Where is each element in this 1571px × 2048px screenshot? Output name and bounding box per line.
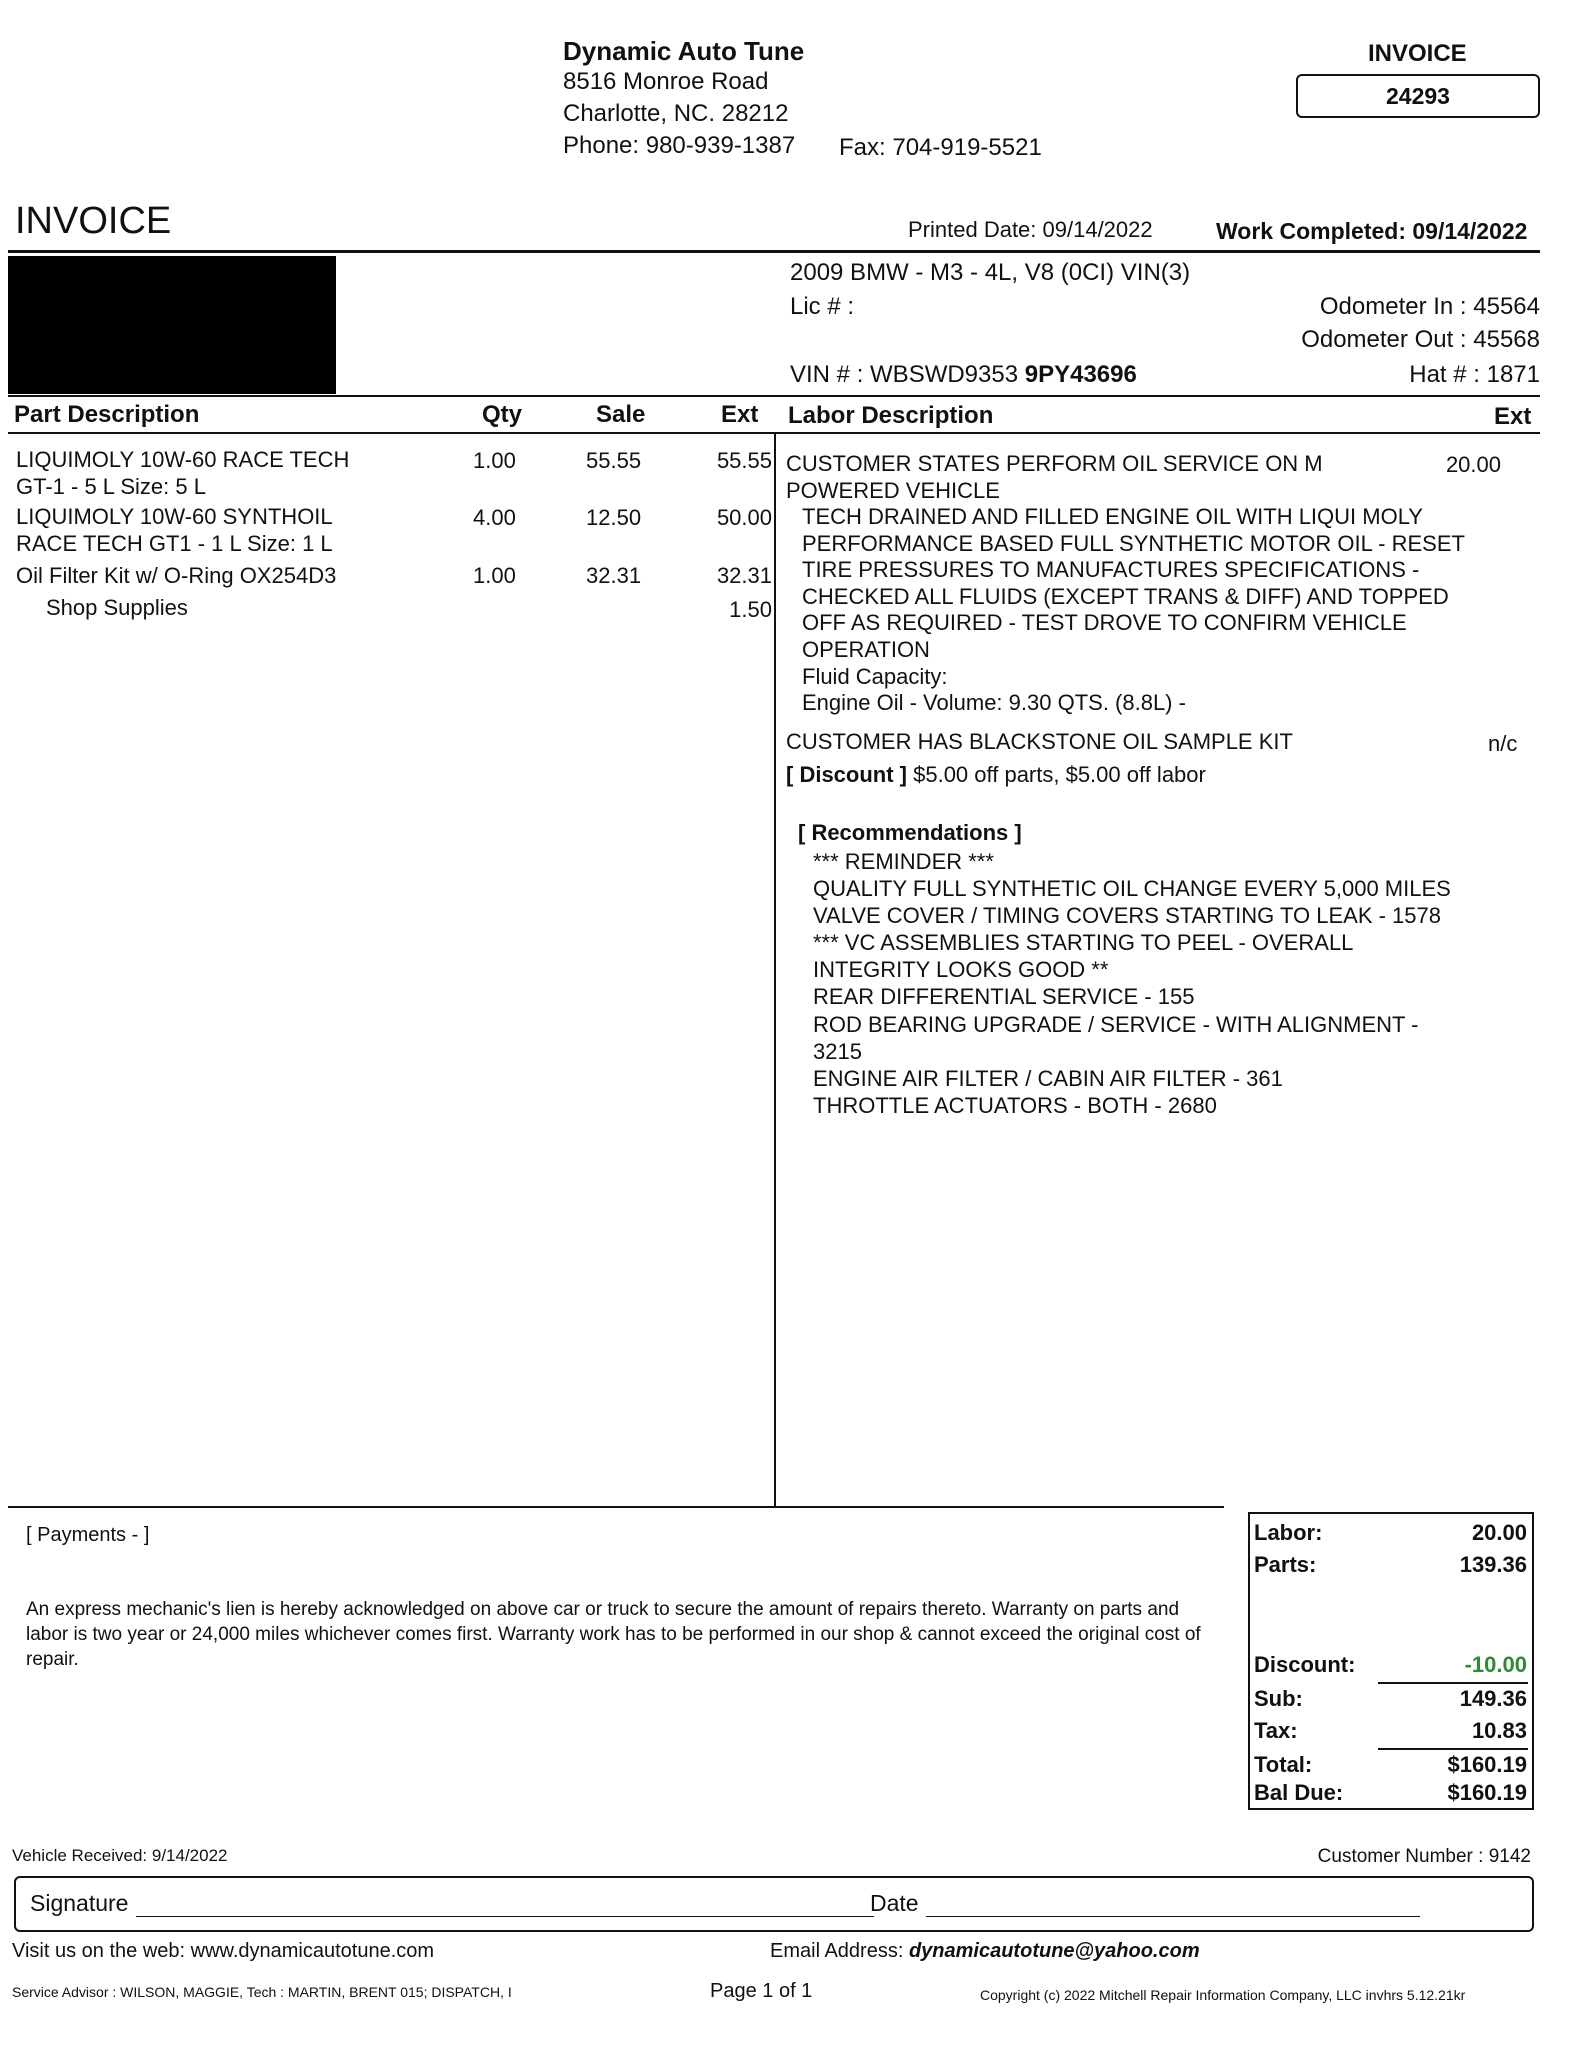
- part-description-header: Part Description: [14, 401, 200, 428]
- odometer-in: Odometer In : 45564: [1319, 293, 1540, 320]
- recommendation-line: ENGINE AIR FILTER / CABIN AIR FILTER - 361: [813, 1065, 1283, 1091]
- discount-label: [ Discount ]: [786, 762, 907, 787]
- date-line[interactable]: [926, 1916, 1420, 1917]
- labor-details: [802, 504, 1465, 717]
- shop-fax: Fax: 704-919-5521: [839, 134, 1042, 161]
- payments-label: [ Payments - ]: [26, 1524, 150, 1546]
- labor-item-2-ext: n/c: [1488, 731, 1518, 756]
- part-ext: 55.55: [716, 448, 772, 473]
- shop-address: 8516 Monroe Road: [563, 68, 769, 95]
- tax-total: 10.83: [1471, 1718, 1527, 1743]
- discount-total: -10.00: [1464, 1652, 1527, 1677]
- labor-detail-line: Fluid Capacity:: [802, 663, 948, 689]
- date-label: Date: [870, 1890, 919, 1916]
- invoice-number-box: [1296, 74, 1540, 118]
- odometer-out: Odometer Out : 45568: [1301, 326, 1540, 353]
- vehicle-received: Vehicle Received: 9/14/2022: [12, 1846, 228, 1865]
- part-ext: 50.00: [716, 505, 772, 530]
- email-address: [770, 1940, 1200, 1963]
- column-divider: [774, 434, 776, 1506]
- parts-total-label: Parts:: [1254, 1552, 1317, 1577]
- labor-item: [786, 450, 1323, 504]
- website: Visit us on the web: www.dynamicautotune.com: [12, 1940, 435, 1962]
- grand-total: $160.19: [1447, 1752, 1527, 1777]
- hat-number: Hat # : 1871: [1409, 361, 1540, 388]
- labor-detail-line: OPERATION: [802, 636, 930, 662]
- table-top-rule: [8, 395, 1540, 397]
- recommendation-line: *** REMINDER ***: [813, 849, 994, 874]
- sub-total-label: Sub:: [1254, 1686, 1303, 1711]
- sub-total: 149.36: [1459, 1686, 1527, 1711]
- vin: [790, 361, 1137, 389]
- recommendation-line: *** VC ASSEMBLIES STARTING TO PEEL - OVERALL: [813, 930, 1354, 956]
- bottom-section-rule: [8, 1506, 1224, 1508]
- email-label: Email Address:: [770, 1940, 909, 1962]
- labor-ext: 20.00: [1445, 452, 1501, 477]
- part-sale: 12.50: [586, 505, 642, 530]
- labor-detail-line: Engine Oil - Volume: 9.30 QTS. (8.8L) -: [802, 690, 1186, 716]
- lien-text: An express mechanic's lien is hereby acknowledged on above car or truck to secure the amount of repairs thereto. Warranty on parts and labor is two year or 24,000 miles whichever comes first. Warranty work has to be performed in our shop & cannot exceed the original cost of repair.: [26, 1599, 1201, 1670]
- labor-item-2: CUSTOMER HAS BLACKSTONE OIL SAMPLE KIT: [786, 729, 1293, 754]
- discount-total-label: Discount:: [1254, 1652, 1356, 1677]
- copyright: Copyright (c) 2022 Mitchell Repair Information Company, LLC invhrs 5.12.21kr: [980, 1987, 1466, 2003]
- part-row: [16, 503, 333, 557]
- qty-header: Qty: [482, 401, 523, 428]
- shop-phone: Phone: 980-939-1387: [563, 132, 796, 159]
- ext-header: Ext: [721, 401, 759, 428]
- signature-box: [14, 1876, 1534, 1932]
- labor-detail-line: CHECKED ALL FLUIDS (EXCEPT TRANS & DIFF) AND TOPPED: [802, 583, 1449, 609]
- part-line2: RACE TECH GT1 - 1 L Size: 1 L: [16, 531, 333, 556]
- service-advisor-line: Service Advisor : WILSON, MAGGIE, Tech : MARTIN, BRENT 015; DISPATCH, I: [12, 1984, 512, 2000]
- labor-description-header: Labor Description: [788, 402, 994, 429]
- balance-due: $160.19: [1447, 1780, 1527, 1805]
- shop-supplies-label: Shop Supplies: [46, 595, 188, 620]
- recommendation-line: ROD BEARING UPGRADE / SERVICE - WITH ALIGNMENT -: [813, 1011, 1419, 1037]
- page-number: Page 1 of 1: [710, 1980, 813, 2002]
- parts-total: 139.36: [1459, 1552, 1527, 1577]
- labor-detail-line: OFF AS REQUIRED - TEST DROVE TO CONFIRM VEHICLE: [802, 610, 1407, 636]
- part-line2: GT-1 - 5 L Size: 5 L: [16, 474, 206, 499]
- redacted-customer-info: [8, 256, 336, 394]
- signature-label: Signature: [30, 1890, 129, 1916]
- labor-line1: CUSTOMER STATES PERFORM OIL SERVICE ON M: [786, 451, 1323, 476]
- recommendations-label: [ Recommendations ]: [798, 820, 1022, 845]
- part-qty: 1.00: [473, 563, 516, 588]
- part-ext: 32.31: [716, 563, 772, 588]
- labor-detail-line: PERFORMANCE BASED FULL SYNTHETIC MOTOR OIL - RESET: [802, 530, 1465, 556]
- labor-line2: POWERED VEHICLE: [786, 478, 1000, 503]
- shop-name: Dynamic Auto Tune: [563, 36, 805, 66]
- vin-prefix: VIN # : WBSWD9353: [790, 361, 1025, 388]
- tax-label: Tax:: [1254, 1718, 1298, 1743]
- work-completed: Work Completed: 09/14/2022: [1216, 218, 1528, 244]
- labor-total-label: Labor:: [1254, 1520, 1323, 1545]
- part-qty: 4.00: [473, 505, 516, 530]
- balance-due-label: Bal Due:: [1254, 1780, 1344, 1805]
- labor-ext-header: Ext: [1494, 403, 1532, 430]
- subtotal-rule: [1378, 1682, 1528, 1684]
- part-line1: LIQUIMOLY 10W-60 SYNTHOIL: [16, 504, 333, 529]
- part-sale: 32.31: [586, 563, 642, 588]
- recommendation-line: VALVE COVER / TIMING COVERS STARTING TO LEAK - 1578: [813, 903, 1441, 929]
- part-line1: LIQUIMOLY 10W-60 RACE TECH: [16, 447, 350, 472]
- header-rule: [8, 250, 1540, 253]
- email-link[interactable]: dynamicautotune@yahoo.com: [908, 1940, 1200, 1962]
- recommendations-list: [813, 848, 1451, 1119]
- vin-bold: 9PY43696: [1024, 361, 1137, 388]
- part-line1: Oil Filter Kit w/ O-Ring OX254D3: [16, 563, 337, 588]
- recommendation-line: REAR DIFFERENTIAL SERVICE - 155: [813, 984, 1195, 1010]
- part-qty: 1.00: [473, 448, 516, 473]
- part-row: [16, 446, 349, 500]
- shop-city: Charlotte, NC. 28212: [563, 100, 789, 127]
- discount-text: $5.00 off parts, $5.00 off labor: [907, 762, 1206, 787]
- shop-supplies-ext: 1.50: [729, 597, 772, 622]
- part-sale: 55.55: [586, 448, 642, 473]
- recommendation-line: INTEGRITY LOOKS GOOD **: [813, 957, 1109, 983]
- customer-number: Customer Number : 9142: [1317, 1846, 1531, 1867]
- labor-detail-line: TIRE PRESSURES TO MANUFACTURES SPECIFICATIONS -: [802, 557, 1420, 583]
- license-number: Lic # :: [790, 293, 855, 320]
- discount-note: [786, 762, 1206, 788]
- recommendation-line: QUALITY FULL SYNTHETIC OIL CHANGE EVERY 5,000 MILES: [813, 876, 1451, 902]
- invoice-label: INVOICE: [1368, 40, 1467, 67]
- labor-total: 20.00: [1471, 1520, 1527, 1545]
- sale-header: Sale: [596, 401, 646, 428]
- invoice-number: 24293: [1386, 83, 1450, 109]
- recommendation-line: THROTTLE ACTUATORS - BOTH - 2680: [813, 1092, 1217, 1118]
- total-label: Total:: [1254, 1752, 1313, 1777]
- total-rule: [1378, 1748, 1528, 1750]
- vehicle-description: 2009 BMW - M3 - 4L, V8 (0CI) VIN(3): [790, 259, 1191, 286]
- labor-detail-line: TECH DRAINED AND FILLED ENGINE OIL WITH LIQUI MOLY: [802, 504, 1423, 529]
- printed-date: Printed Date: 09/14/2022: [908, 217, 1153, 242]
- page-title: INVOICE: [15, 200, 172, 242]
- recommendation-line: 3215: [813, 1038, 862, 1064]
- signature-line[interactable]: [136, 1916, 874, 1917]
